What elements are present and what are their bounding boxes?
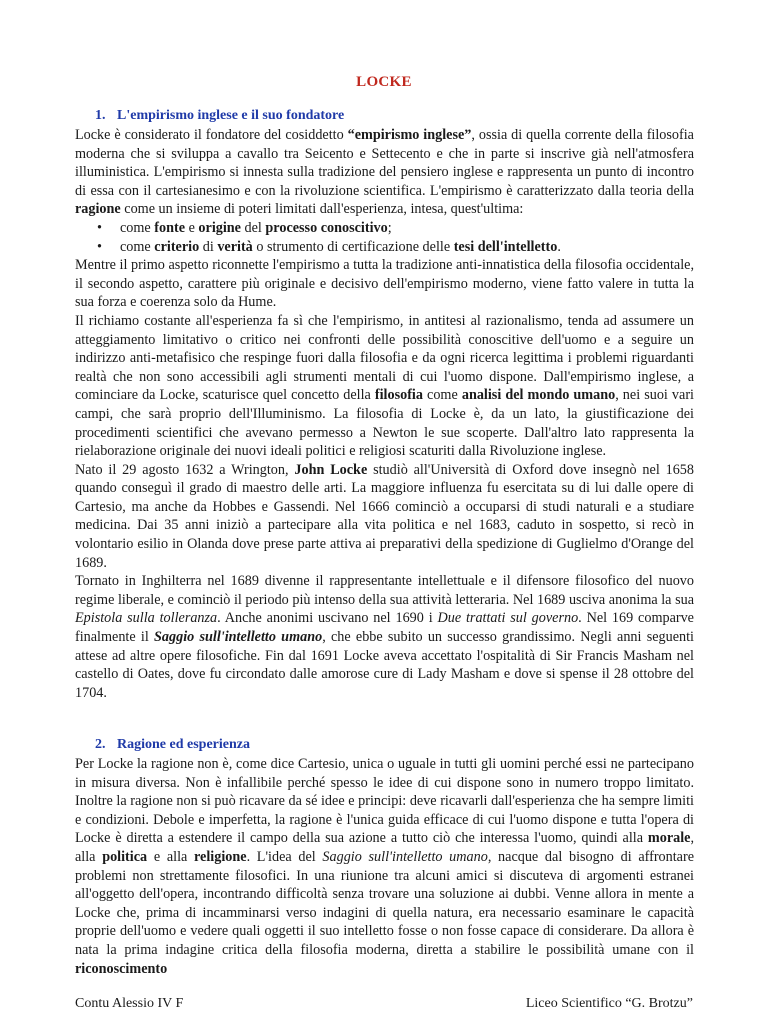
- text: come: [120, 219, 155, 236]
- bold-text: riconoscimento: [75, 960, 168, 977]
- bold-text: religione: [194, 848, 247, 865]
- bold-text: processo conoscitivo: [265, 219, 388, 236]
- text: , che ebbe subito un successo grandissimo. Negli anni seguenti attese ad altre opere filosofiche. Fin dal 1691 Locke aveva accettato l'ospitalità di Sir Francis Masham nel castello di Oates, dove fu circondato dalle amorose cure di Lady Masham e dove si spense il 28 ottobre del 1704.: [75, 629, 694, 701]
- bold-italic-title: Saggio sull'intelletto umano: [154, 629, 323, 646]
- section-2-heading: [95, 737, 250, 753]
- document-title: LOCKE: [356, 74, 412, 90]
- bold-text: ragione: [75, 201, 121, 218]
- section-2-heading-text: Ragione ed esperienza: [117, 737, 250, 752]
- text: Locke è considerato il fondatore del cosiddetto: [75, 127, 348, 143]
- text: Nato il 29 agosto 1632 a Wrington,: [75, 461, 295, 478]
- bold-text: filosofia: [374, 387, 423, 404]
- bullet-item: [75, 238, 694, 257]
- text: del: [240, 219, 266, 236]
- paragraph: Mentre il primo aspetto riconnette l'empirismo a tutta la tradizione anti-innatistica della filosofia occidentale, il secondo aspetto, carattere più originale e decisivo dell'empirismo moderno, viene fatto valere in tutta la sua forza e coerenza solo da Hume.: [75, 257, 694, 311]
- text: . Anche anonimi uscivano nel 1690 i: [217, 610, 438, 627]
- text: , ossia di quella corrente della filosofia moderna che si sviluppa a cavallo tra Seicento e Settecento e che in parte si inscrive già nell'atmosfera illuministica. L'empirismo si innesta sulla tradizione del pensiero inglese e rappresenta un punto di incontro di essa con il cartesianesimo e con la rivoluzione scientifica. L'empirismo è caratterizzato dalla teoria della: [75, 127, 694, 199]
- text: come: [422, 387, 462, 404]
- text: . L'idea del: [246, 848, 323, 865]
- text: studiò all'Università di Oxford dove insegnò nel 1658 quando conseguì il grado di maestro delle arti. La maggiore influenza fu esercitata su di lui dalle opere di Cartesio, ma anche da Hobbes e Gassendi. Nel 1666 cominciò a occuparsi di studi naturali e a studiare medicina. Dai 35 anni iniziò a partecipare alla vita politica e nel 1683, caduto in sospetto, si recò in volontario esilio in Olanda dove prese parte attiva ai preparativi della spedizione di Guglielmo d'Orange del 1689.: [75, 461, 694, 571]
- section-1-heading: [95, 108, 344, 124]
- text: .: [557, 238, 561, 255]
- bold-text: tesi dell'intelletto: [453, 238, 558, 255]
- paragraph: [75, 755, 694, 978]
- text: , nacque dal bisogno di affrontare problemi non strettamente filosofici. In una riunione tra alcuni amici si discuteva di argomenti estranei all'oggetto dell'opera, incontrando difficoltà senza trovare una soluzione ai dubbi. Venne allora in mente a Locke che, prima di incamminarsi verso indagini di quella natura, era necessario esaminare le capacità proprie dell'uomo e vedere quali oggetti il suo intelletto fosse o non fosse capace di considerare. Da allora è nata la prima indagine critica della filosofia moderna, diretta a stabilire le possibilità umane con il: [75, 848, 695, 958]
- text: ;: [387, 219, 392, 236]
- text: di: [199, 238, 218, 255]
- text: come: [120, 238, 155, 255]
- bold-text: verità: [217, 238, 253, 255]
- text: Tornato in Inghilterra nel 1689 divenne il rappresentante intellettuale e il difensore filosofico del nuovo regime liberale, e cominciò il periodo più intenso della sua attività letteraria. Nel 1689 usciva anonima la sua: [75, 573, 694, 608]
- footer-school: Liceo Scientifico “G. Brotzu”: [525, 996, 693, 1011]
- text: e alla: [147, 848, 195, 865]
- text: o strumento di certificazione delle: [252, 238, 454, 255]
- bold-text: politica: [102, 848, 148, 865]
- text: , nei suoi vari campi, che sarà proprio dell'Illuminismo. La filosofia di Locke è, da un lato, la giustificazione dei procedimenti scientifici che avevano permesso a Newton le sue scoperte. Dall'altro lato rappresenta la rielaborazione originale dei nuovi ideali politici e religiosi scaturiti dalla Rivoluzione inglese.: [75, 387, 694, 460]
- paragraph: [75, 312, 694, 461]
- paragraph: [75, 126, 694, 219]
- italic-title: Saggio sull'intelletto umano: [322, 848, 488, 865]
- section-1-number: 1.: [95, 108, 106, 123]
- section-2-number: 2.: [95, 737, 106, 752]
- bold-text: origine: [198, 219, 241, 236]
- text: come un insieme di poteri limitati dall'esperienza, intesa, quest'ultima:: [120, 201, 524, 218]
- section-1-body: [75, 126, 694, 702]
- section-2-body: [75, 755, 694, 978]
- paragraph: [75, 572, 694, 702]
- text: e: [185, 219, 199, 236]
- bold-text: John Locke: [294, 461, 368, 478]
- bold-text: criterio: [154, 238, 200, 255]
- bold-text: analisi del mondo umano: [461, 387, 616, 404]
- footer-author: Contu Alessio IV F: [75, 996, 184, 1011]
- bold-text: fonte: [154, 219, 186, 236]
- text: Per Locke la ragione non è, come dice Cartesio, unica o uguale in tutti gli uomini perché essi ne partecipano in misura diversa. Non è infallibile perché spesso le idee di cui dispone sono in numero troppo limitato. Inoltre la ragione non si può ricavare da sé idee e principi: deve ricavarli dall'esperienza che ha sempre limiti e condizioni. Debole e imperfetta, la ragione è l'unica guida efficace di cui l'uomo dispone e tutta l'opera di Locke è diretta a estendere il campo della sua azione a tutto ciò che interessa l'uomo, quindi alla: [75, 756, 694, 847]
- section-1-heading-text: L'empirismo inglese e il suo fondatore: [117, 108, 345, 123]
- text: , alla: [75, 830, 694, 865]
- bullet-item: [75, 219, 694, 238]
- text: . Nel 169 comparve finalmente il: [75, 610, 694, 646]
- bold-text: “empirismo inglese”: [347, 127, 472, 143]
- paragraph: [75, 461, 694, 573]
- italic-title: Due trattati sul governo: [437, 610, 579, 627]
- text: Il richiamo costante all'esperienza fa sì che l'empirismo, in antitesi al razionalismo, tenda ad assumere un atteggiamento limitativo o critico nei confronti delle possibilità conoscitive dell'uomo e a seguire un indirizzo anti-metafisico che respinge fuori dalla filosofia e da ogni ricerca legittima i problemi riguardanti realtà che non sono accessibili agli strumenti mentali di cui l'uomo dispone. Dall'empirismo inglese, a cominciare da Locke, scaturisce quel concetto della: [75, 312, 694, 404]
- italic-title: Epistola sulla tolleranza: [75, 610, 218, 627]
- bold-text: morale: [647, 830, 691, 847]
